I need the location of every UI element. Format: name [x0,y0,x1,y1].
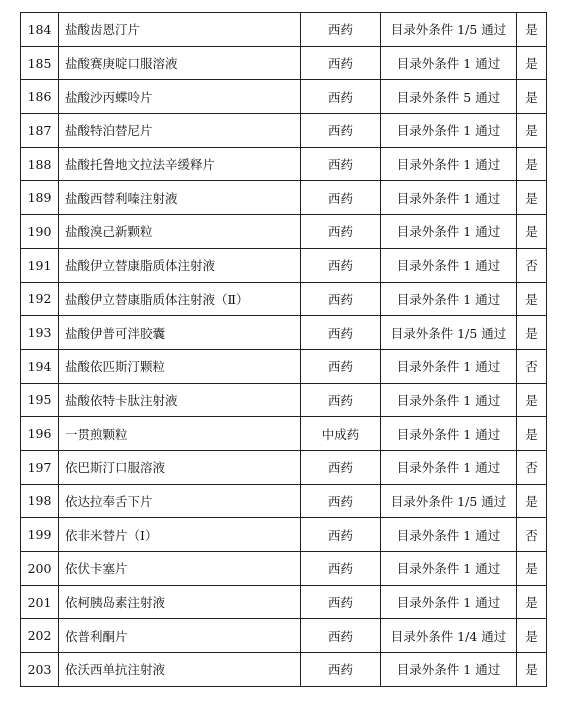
table-row [21,383,547,417]
drug-list-table [20,12,547,687]
row-number: 187 [21,114,59,148]
drug-category: 西药 [301,585,381,619]
review-condition: 目录外条件 5 通过 [381,80,517,114]
table-row [21,450,547,484]
row-number: 196 [21,417,59,451]
pass-flag: 否 [517,518,547,552]
drug-category: 中成药 [301,417,381,451]
table-row [21,13,547,47]
review-condition: 目录外条件 1 通过 [381,585,517,619]
table-row [21,653,547,687]
review-condition: 目录外条件 1 通过 [381,147,517,181]
row-number: 197 [21,450,59,484]
drug-category: 西药 [301,13,381,47]
drug-category: 西药 [301,114,381,148]
row-number: 194 [21,349,59,383]
pass-flag: 是 [517,114,547,148]
document-page [20,12,546,687]
table-row [21,349,547,383]
drug-name: 盐酸伊立替康脂质体注射液 [59,248,301,282]
table-row [21,484,547,518]
review-condition: 目录外条件 1 通过 [381,349,517,383]
review-condition: 目录外条件 1 通过 [381,282,517,316]
pass-flag: 是 [517,417,547,451]
drug-category: 西药 [301,181,381,215]
drug-category: 西药 [301,147,381,181]
pass-flag: 是 [517,619,547,653]
pass-flag: 是 [517,215,547,249]
drug-name: 盐酸西替利嗪注射液 [59,181,301,215]
drug-category: 西药 [301,316,381,350]
drug-name: 依沃西单抗注射液 [59,653,301,687]
pass-flag: 是 [517,552,547,586]
pass-flag: 是 [517,46,547,80]
pass-flag: 是 [517,484,547,518]
row-number: 185 [21,46,59,80]
drug-name: 依伏卡塞片 [59,552,301,586]
table-row [21,147,547,181]
pass-flag: 是 [517,181,547,215]
pass-flag: 否 [517,450,547,484]
drug-category: 西药 [301,215,381,249]
row-number: 195 [21,383,59,417]
row-number: 202 [21,619,59,653]
review-condition: 目录外条件 1/5 通过 [381,13,517,47]
drug-category: 西药 [301,518,381,552]
pass-flag: 否 [517,248,547,282]
pass-flag: 是 [517,316,547,350]
review-condition: 目录外条件 1 通过 [381,383,517,417]
row-number: 193 [21,316,59,350]
drug-name: 依柯胰岛素注射液 [59,585,301,619]
drug-category: 西药 [301,46,381,80]
drug-category: 西药 [301,653,381,687]
table-row [21,316,547,350]
row-number: 200 [21,552,59,586]
review-condition: 目录外条件 1 通过 [381,552,517,586]
pass-flag: 是 [517,282,547,316]
review-condition: 目录外条件 1/4 通过 [381,619,517,653]
pass-flag: 是 [517,383,547,417]
row-number: 201 [21,585,59,619]
drug-category: 西药 [301,552,381,586]
drug-name: 盐酸齿恩汀片 [59,13,301,47]
drug-name: 依非米替片（Ⅰ） [59,518,301,552]
drug-category: 西药 [301,349,381,383]
row-number: 188 [21,147,59,181]
drug-name: 依达拉奉舌下片 [59,484,301,518]
row-number: 192 [21,282,59,316]
row-number: 203 [21,653,59,687]
drug-name: 盐酸赛庚啶口服溶液 [59,46,301,80]
drug-name: 依巴斯汀口服溶液 [59,450,301,484]
pass-flag: 是 [517,653,547,687]
review-condition: 目录外条件 1/5 通过 [381,316,517,350]
table-row [21,282,547,316]
review-condition: 目录外条件 1 通过 [381,518,517,552]
pass-flag: 是 [517,80,547,114]
table-row [21,114,547,148]
drug-name: 盐酸伊立替康脂质体注射液（Ⅱ） [59,282,301,316]
review-condition: 目录外条件 1 通过 [381,248,517,282]
drug-name: 盐酸溴己新颗粒 [59,215,301,249]
review-condition: 目录外条件 1 通过 [381,653,517,687]
table-row [21,215,547,249]
review-condition: 目录外条件 1 通过 [381,114,517,148]
pass-flag: 否 [517,349,547,383]
table-row [21,585,547,619]
drug-name: 盐酸依匹斯汀颗粒 [59,349,301,383]
table-row [21,518,547,552]
drug-name: 一贯煎颗粒 [59,417,301,451]
pass-flag: 是 [517,585,547,619]
review-condition: 目录外条件 1/5 通过 [381,484,517,518]
row-number: 199 [21,518,59,552]
pass-flag: 是 [517,13,547,47]
table-row [21,417,547,451]
review-condition: 目录外条件 1 通过 [381,450,517,484]
drug-name: 盐酸特泊替尼片 [59,114,301,148]
drug-category: 西药 [301,383,381,417]
review-condition: 目录外条件 1 通过 [381,181,517,215]
row-number: 198 [21,484,59,518]
row-number: 191 [21,248,59,282]
drug-name: 盐酸依特卡肽注射液 [59,383,301,417]
table-row [21,619,547,653]
drug-category: 西药 [301,248,381,282]
pass-flag: 是 [517,147,547,181]
review-condition: 目录外条件 1 通过 [381,417,517,451]
drug-category: 西药 [301,450,381,484]
review-condition: 目录外条件 1 通过 [381,46,517,80]
table-row [21,46,547,80]
drug-category: 西药 [301,484,381,518]
table-body [21,13,547,687]
row-number: 184 [21,13,59,47]
drug-category: 西药 [301,80,381,114]
row-number: 190 [21,215,59,249]
table-row [21,248,547,282]
drug-category: 西药 [301,619,381,653]
row-number: 189 [21,181,59,215]
drug-name: 依普利酮片 [59,619,301,653]
drug-category: 西药 [301,282,381,316]
row-number: 186 [21,80,59,114]
drug-name: 盐酸托鲁地文拉法辛缓释片 [59,147,301,181]
drug-name: 盐酸沙丙蝶呤片 [59,80,301,114]
table-row [21,80,547,114]
review-condition: 目录外条件 1 通过 [381,215,517,249]
drug-name: 盐酸伊普可泮胶囊 [59,316,301,350]
table-row [21,552,547,586]
table-row [21,181,547,215]
